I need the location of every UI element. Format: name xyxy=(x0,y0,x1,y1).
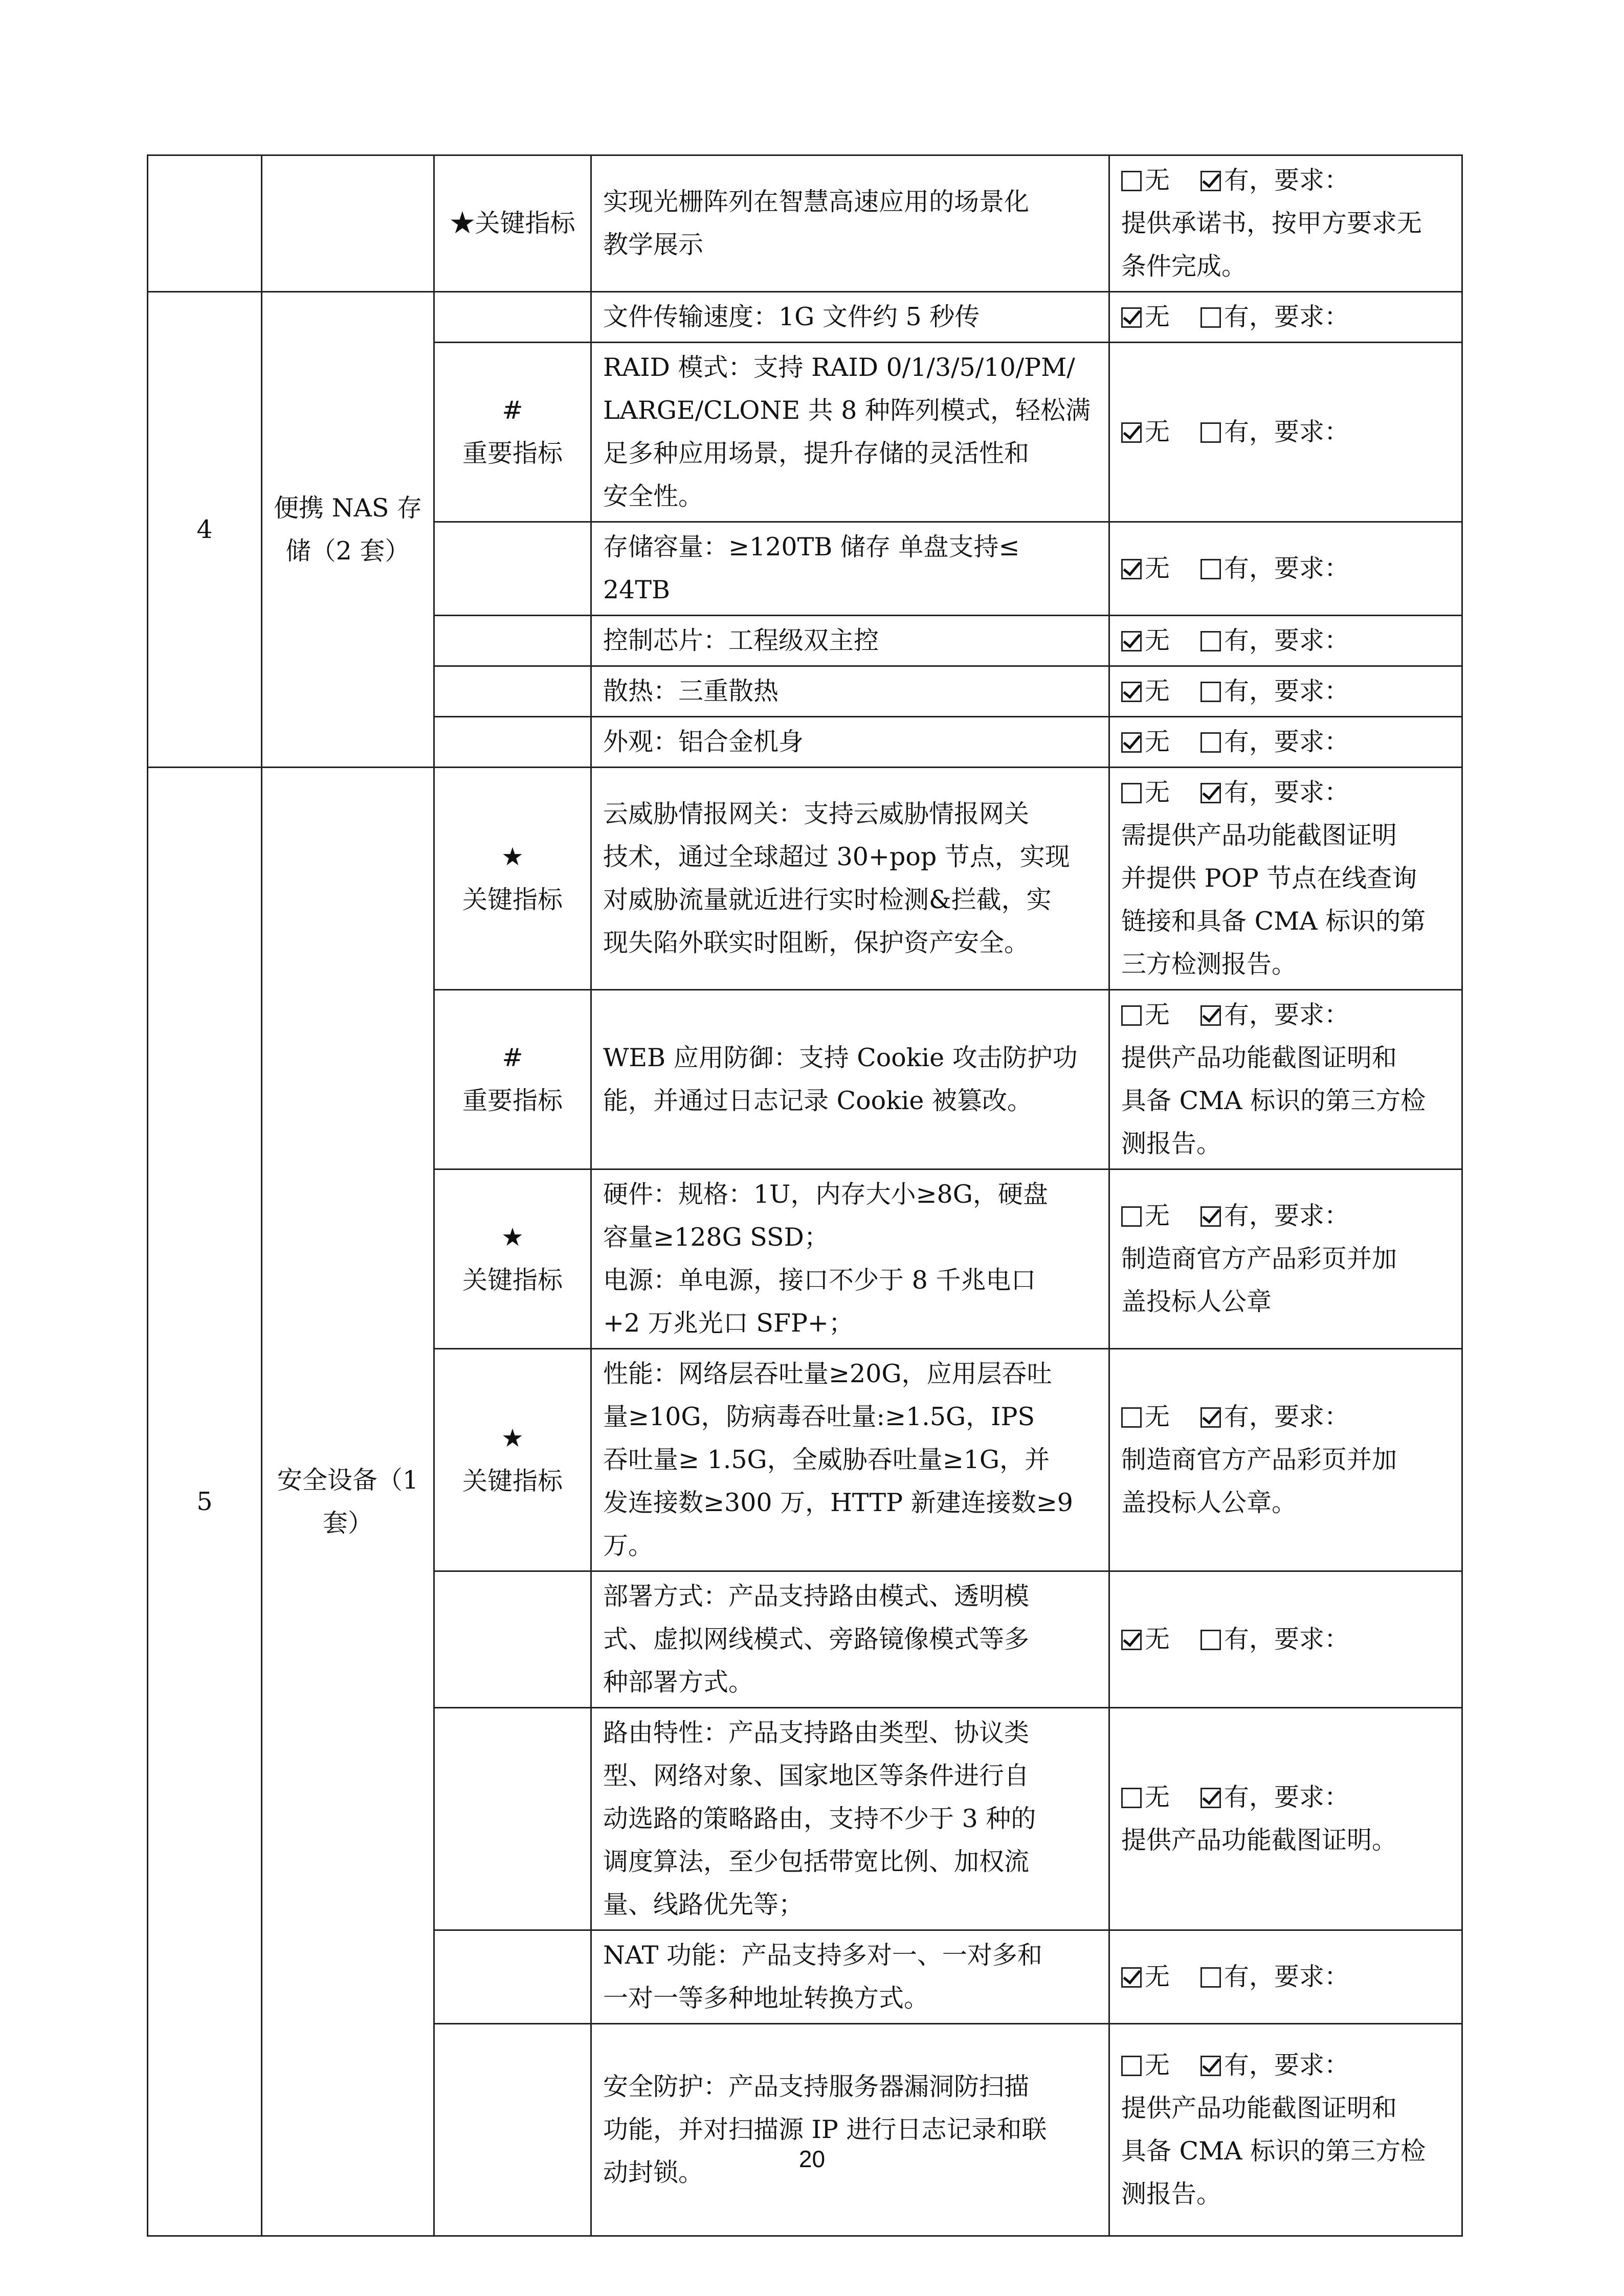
checkbox-has[interactable] xyxy=(1200,732,1221,753)
star-icon: ★ xyxy=(501,1424,524,1453)
indicator-level-cell xyxy=(434,616,591,666)
response-cell: 无 有，要求： xyxy=(1109,343,1462,522)
spec-cell: 存储容量：≥120TB 储存 单盘支持≤ 24TB xyxy=(591,522,1109,616)
response-cell: 无 有，要求： 提供产品功能截图证明和 具备 CMA 标识的第三方检 测报告。 xyxy=(1109,990,1462,1169)
checkbox-has[interactable] xyxy=(1200,1206,1221,1227)
response-cell: 无 有，要求： 制造商官方产品彩页并加 盖投标人公章 xyxy=(1109,1169,1462,1349)
response-cell: 无 有，要求： 需提供产品功能截图证明 并提供 POP 节点在线查询 链接和具备 CMA 标识的第 三方检测报告。 xyxy=(1109,768,1462,990)
checkbox-none[interactable] xyxy=(1121,732,1142,753)
checkbox-none[interactable] xyxy=(1121,1788,1142,1808)
checkbox-none[interactable] xyxy=(1121,1407,1142,1428)
item-number-cell: 5 xyxy=(148,768,262,2236)
indicator-level-cell xyxy=(434,717,591,768)
checkbox-none[interactable] xyxy=(1121,171,1142,191)
spec-cell: 散热：三重散热 xyxy=(591,666,1109,717)
spec-cell: 硬件：规格：1U，内存大小≥8G，硬盘 容量≥128G SSD； 电源：单电源，接口不少于 8 千兆电口 +2 万兆光口 SFP+； xyxy=(591,1169,1109,1349)
checkbox-has[interactable] xyxy=(1200,1967,1221,1988)
item-name-cell xyxy=(262,155,434,292)
indicator-level-cell xyxy=(434,522,591,616)
spec-table xyxy=(147,154,1463,2237)
checkbox-none[interactable] xyxy=(1121,422,1142,443)
checkbox-has[interactable] xyxy=(1200,559,1221,579)
checkbox-none[interactable] xyxy=(1121,631,1142,651)
response-cell: 无 有，要求： xyxy=(1109,616,1462,666)
response-cell: 无 有，要求： 提供产品功能截图证明。 xyxy=(1109,1708,1462,1930)
checkbox-has[interactable] xyxy=(1200,1630,1221,1650)
star-icon: ★ xyxy=(501,1223,524,1252)
checkbox-none[interactable] xyxy=(1121,1005,1142,1026)
checkbox-none[interactable] xyxy=(1121,1206,1142,1227)
response-cell: 无 有，要求： 提供承诺书，按甲方要求无 条件完成。 xyxy=(1109,155,1462,292)
indicator-level-cell xyxy=(434,1571,591,1708)
spec-cell: 性能：网络层吞吐量≥20G，应用层吞吐 量≥10G，防病毒吞吐量:≥1.5G，IPS 吞吐量≥ 1.5G，全威胁吞吐量≥1G，并 发连接数≥300 万，HTTP 新建连接数≥9 万。 xyxy=(591,1349,1109,1571)
indicator-level-cell: ★关键指标 xyxy=(434,155,591,292)
item-number-cell xyxy=(148,155,262,292)
item-number-cell: 4 xyxy=(148,292,262,768)
spec-cell: 部署方式：产品支持路由模式、透明模 式、虚拟网线模式、旁路镜像模式等多 种部署方式。 xyxy=(591,1571,1109,1708)
indicator-level-cell: # 重要指标 xyxy=(434,343,591,522)
indicator-level-cell xyxy=(434,2024,591,2236)
response-cell: 无 有，要求： xyxy=(1109,1571,1462,1708)
response-cell: 无 有，要求： 制造商官方产品彩页并加 盖投标人公章。 xyxy=(1109,1349,1462,1571)
indicator-level-cell: # 重要指标 xyxy=(434,990,591,1169)
checkbox-has[interactable] xyxy=(1200,2056,1221,2076)
indicator-level-cell xyxy=(434,1930,591,2024)
checkbox-has[interactable] xyxy=(1200,1788,1221,1808)
spec-cell: RAID 模式：支持 RAID 0/1/3/5/10/PM/ LARGE/CLONE 共 8 种阵列模式，轻松满 足多种应用场景，提升存储的灵活性和 安全性。 xyxy=(591,343,1109,522)
spec-cell: 文件传输速度：1G 文件约 5 秒传 xyxy=(591,292,1109,343)
checkbox-has[interactable] xyxy=(1200,1407,1221,1428)
spec-cell: 安全防护：产品支持服务器漏洞防扫描 功能，并对扫描源 IP 进行日志记录和联 动封锁。 xyxy=(591,2024,1109,2236)
checkbox-none[interactable] xyxy=(1121,559,1142,579)
spec-cell: WEB 应用防御：支持 Cookie 攻击防护功 能，并通过日志记录 Cookie 被篡改。 xyxy=(591,990,1109,1169)
checkbox-has[interactable] xyxy=(1200,307,1221,328)
checkbox-none[interactable] xyxy=(1121,307,1142,328)
spec-cell: 外观：铝合金机身 xyxy=(591,717,1109,768)
response-cell: 无 有，要求： 提供产品功能截图证明和 具备 CMA 标识的第三方检 测报告。 xyxy=(1109,2024,1462,2236)
indicator-level-cell: ★ 关键指标 xyxy=(434,1349,591,1571)
spec-cell: 云威胁情报网关：支持云威胁情报网关 技术，通过全球超过 30+pop 节点，实现 对威胁流量就近进行实时检测&拦截，实 现失陷外联实时阻断，保护资产安全。 xyxy=(591,768,1109,990)
response-cell: 无 有，要求： xyxy=(1109,522,1462,616)
checkbox-none[interactable] xyxy=(1121,1630,1142,1650)
star-icon: ★ xyxy=(501,842,524,871)
spec-cell: 控制芯片：工程级双主控 xyxy=(591,616,1109,666)
checkbox-has[interactable] xyxy=(1200,171,1221,191)
checkbox-has[interactable] xyxy=(1200,422,1221,443)
item-name-cell: 安全设备（1 套） xyxy=(262,768,434,2236)
checkbox-none[interactable] xyxy=(1121,783,1142,803)
table-row xyxy=(148,155,1462,292)
checkbox-none[interactable] xyxy=(1121,682,1142,702)
spec-cell: 路由特性：产品支持路由类型、协议类 型、网络对象、国家地区等条件进行自 动选路的策略路由，支持不少于 3 种的 调度算法，至少包括带宽比例、加权流 量、线路优先等； xyxy=(591,1708,1109,1930)
indicator-level-cell xyxy=(434,1708,591,1930)
table-row xyxy=(148,292,1462,343)
checkbox-none[interactable] xyxy=(1121,1967,1142,1988)
checkbox-none[interactable] xyxy=(1121,2056,1142,2076)
item-name-cell: 便携 NAS 存 储（2 套） xyxy=(262,292,434,768)
spec-cell: 实现光栅阵列在智慧高速应用的场景化 教学展示 xyxy=(591,155,1109,292)
indicator-level-cell: ★ 关键指标 xyxy=(434,768,591,990)
response-cell: 无 有，要求： xyxy=(1109,292,1462,343)
response-cell: 无 有，要求： xyxy=(1109,717,1462,768)
checkbox-has[interactable] xyxy=(1200,631,1221,651)
checkbox-has[interactable] xyxy=(1200,1005,1221,1026)
indicator-level-cell xyxy=(434,666,591,717)
indicator-level-cell xyxy=(434,292,591,343)
response-cell: 无 有，要求： xyxy=(1109,666,1462,717)
response-cell: 无 有，要求： xyxy=(1109,1930,1462,2024)
checkbox-has[interactable] xyxy=(1200,783,1221,803)
spec-cell: NAT 功能：产品支持多对一、一对多和 一对一等多种地址转换方式。 xyxy=(591,1930,1109,2024)
page-number: 20 xyxy=(798,2146,826,2172)
indicator-level-cell: ★ 关键指标 xyxy=(434,1169,591,1349)
table-row xyxy=(148,768,1462,990)
checkbox-has[interactable] xyxy=(1200,682,1221,702)
